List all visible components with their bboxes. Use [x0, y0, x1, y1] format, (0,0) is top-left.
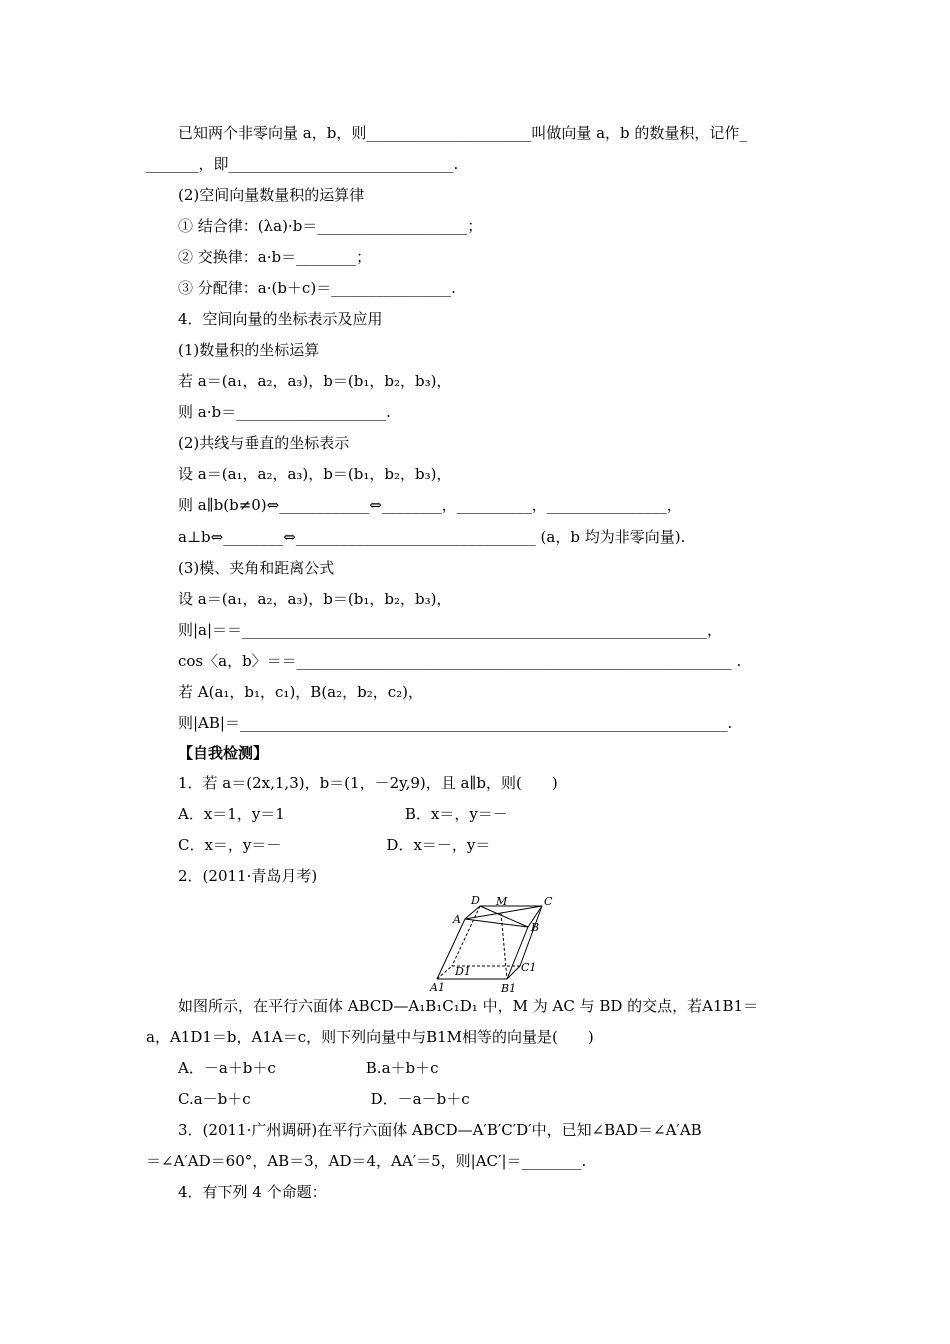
figure-label: B [531, 921, 540, 934]
parallelepiped-figure [425, 893, 565, 997]
text-line: 设 a＝(a₁，a₂，a₃)，b＝(b₁，b₂，b₃)， [178, 465, 452, 483]
text-line: 则|a|＝＝______________________________________________________________， [178, 621, 723, 639]
text-line: (2)共线与垂直的坐标表示 [178, 434, 350, 452]
text-line: ② 交换律：a·b＝________； [178, 248, 372, 266]
text-line: 4．有下列 4 个命题： [178, 1183, 327, 1201]
text-line: 若 a＝(a₁，a₂，a₃)，b＝(b₁，b₂，b₃)， [178, 372, 452, 390]
text-line: ＝∠A′AD＝60°，AB＝3，AD＝4，AA′＝5，则|AC′|＝________. [146, 1152, 587, 1170]
text-line: _______，即______________________________. [146, 155, 459, 173]
text-line: 如图所示，在平行六面体 ABCD—A₁B₁C₁D₁ 中，M 为 AC 与 BD 的交点，若A1B1＝ [178, 997, 759, 1015]
figure-label: A [453, 913, 461, 926]
text-line: C．x＝，y＝－ D．x＝－，y＝ [178, 836, 491, 854]
figure-label: D1 [455, 965, 471, 978]
text-line: 3．(2011·广州调研)在平行六面体 ABCD—A′B′C′D′中，已知∠BAD＝∠A′AB [178, 1121, 702, 1139]
text-line: 设 a＝(a₁，a₂，a₃)，b＝(b₁，b₂，b₃)， [178, 590, 452, 608]
figure-label: C1 [521, 961, 537, 974]
text-line: (2)空间向量数量积的运算律 [178, 186, 365, 204]
text-line: 则|AB|＝_________________________________________________________________. [178, 714, 733, 732]
text-line: 1．若 a＝(2x,1,3)，b＝(1，－2y,9)，且 a∥b，则( ) [178, 774, 558, 792]
text-line: (1)数量积的坐标运算 [178, 341, 320, 359]
text-line: 若 A(a₁，b₁，c₁)，B(a₂，b₂，c₂)， [178, 683, 424, 701]
text-line: 则 a·b＝____________________. [178, 403, 391, 421]
text-line: cos〈a，b〉＝＝__________________________________________________________ . [178, 652, 742, 670]
figure-label: C [544, 895, 553, 908]
text-line: 则 a∥b(b≠0)⇔____________⇔________，__________，________________， [178, 496, 682, 514]
text-line: ③ 分配律：a·(b＋c)＝________________. [178, 279, 456, 297]
text-line: a⊥b⇔________⇔________________________________ (a，b 均为非零向量). [178, 528, 686, 546]
text-line: A．－a＋b＋c B.a＋b＋c [178, 1059, 439, 1077]
text-line: (3)模、夹角和距离公式 [178, 559, 335, 577]
figure-label: B1 [501, 982, 517, 995]
text-line: 4．空间向量的坐标表示及应用 [178, 310, 383, 328]
figure-label: A1 [430, 981, 445, 994]
text-line: A．x＝1，y＝1 B．x＝，y＝－ [178, 805, 508, 823]
text-line: a，A1D1＝b，A1A＝c，则下列向量中与B1M相等的向量是( ) [146, 1028, 594, 1046]
text-line: 已知两个非零向量 a，b，则______________________叫做向量 a，b 的数量积，记作_ [178, 124, 747, 142]
figure-label: D [471, 894, 480, 907]
text-line: 2．(2011·青岛月考) [178, 867, 318, 885]
section-heading: 【自我检测】 [178, 744, 269, 762]
text-line: C.a－b＋c D．－a－b＋c [178, 1090, 470, 1108]
figure-label: M [496, 895, 508, 908]
text-line: ① 结合律：(λa)·b＝____________________； [178, 217, 483, 235]
